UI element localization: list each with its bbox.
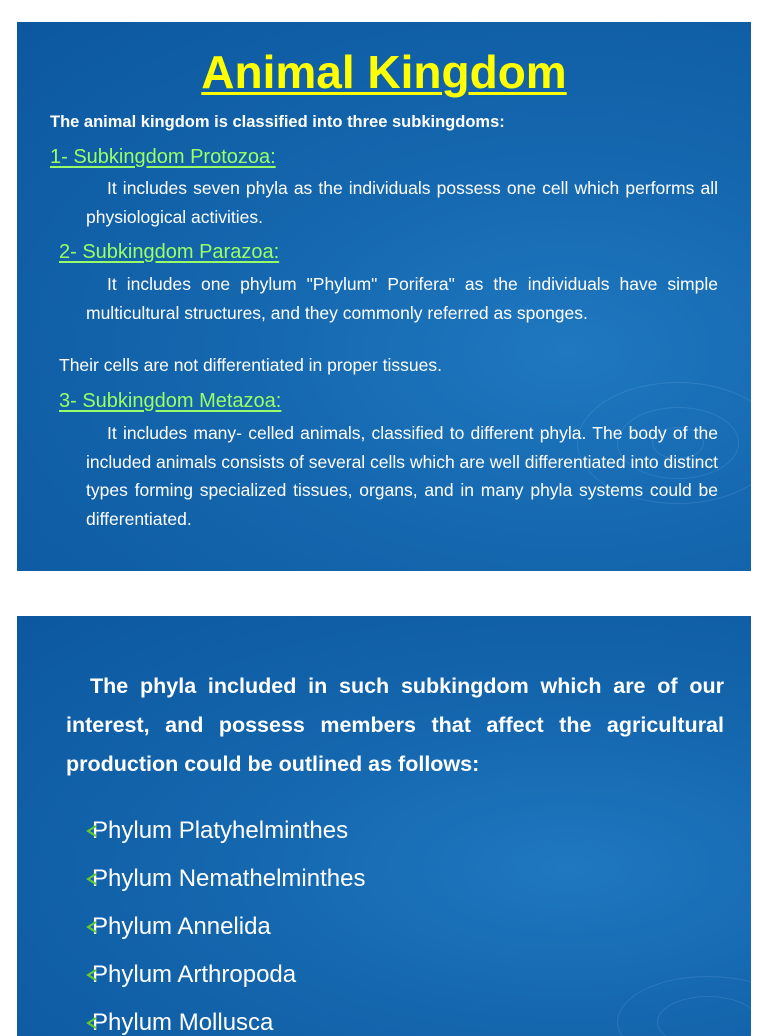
green-arrow-icon [85, 920, 97, 934]
slide-phyla-list [17, 616, 751, 1036]
phylum-label: Phylum Annelida [92, 913, 271, 940]
green-arrow-icon [85, 968, 97, 982]
slide-title-text: Animal Kingdom [201, 46, 567, 98]
phylum-label: Phylum Arthropoda [92, 961, 297, 988]
parazoa-note: Their cells are not differentiated in proper tissues. [59, 355, 442, 375]
protozoa-heading: 1- Subkingdom Protozoa: [50, 146, 276, 168]
phylum-item-annelida [85, 912, 365, 960]
green-arrow-icon [85, 872, 97, 886]
slide-title [17, 44, 751, 100]
intro-text: The animal kingdom is classified into three subkingdoms: [50, 113, 505, 131]
phylum-item-mollusca [85, 1008, 365, 1036]
phylum-label: Phylum Platyhelminthes [92, 817, 349, 844]
metazoa-description: It includes many- celled animals, classified to different phyla. The body of the included animals consists of several cells which are well differentiated into distinct types forming specialized tissues, organs, and in many phyla systems could be differentiated. [86, 423, 718, 529]
parazoa-heading: 2- Subkingdom Parazoa: [59, 241, 280, 263]
parazoa-description: It includes one phylum "Phylum" Porifera" as the individuals have simple multicultural structures, and they commonly referred as sponges. [86, 274, 718, 323]
metazoa-heading: 3- Subkingdom Metazoa: [59, 390, 282, 412]
green-arrow-icon [85, 1016, 97, 1030]
phyla-list [85, 816, 365, 1036]
phylum-item-arthropoda [85, 960, 365, 1008]
phylum-item-platyhelminthes [85, 816, 365, 864]
phyla-intro-text: The phyla included in such subkingdom which are of our interest, and possess members that affect the agricultural production could be outlined as follows: [66, 674, 724, 776]
protozoa-description: It includes seven phyla as the individuals possess one cell which performs all physiological activities. [86, 178, 718, 227]
slide-animal-kingdom [17, 22, 751, 571]
green-arrow-icon [85, 824, 97, 838]
phylum-item-nemathelminthes [85, 864, 365, 912]
phylum-label: Phylum Mollusca [92, 1009, 274, 1036]
phylum-label: Phylum Nemathelminthes [92, 865, 366, 892]
